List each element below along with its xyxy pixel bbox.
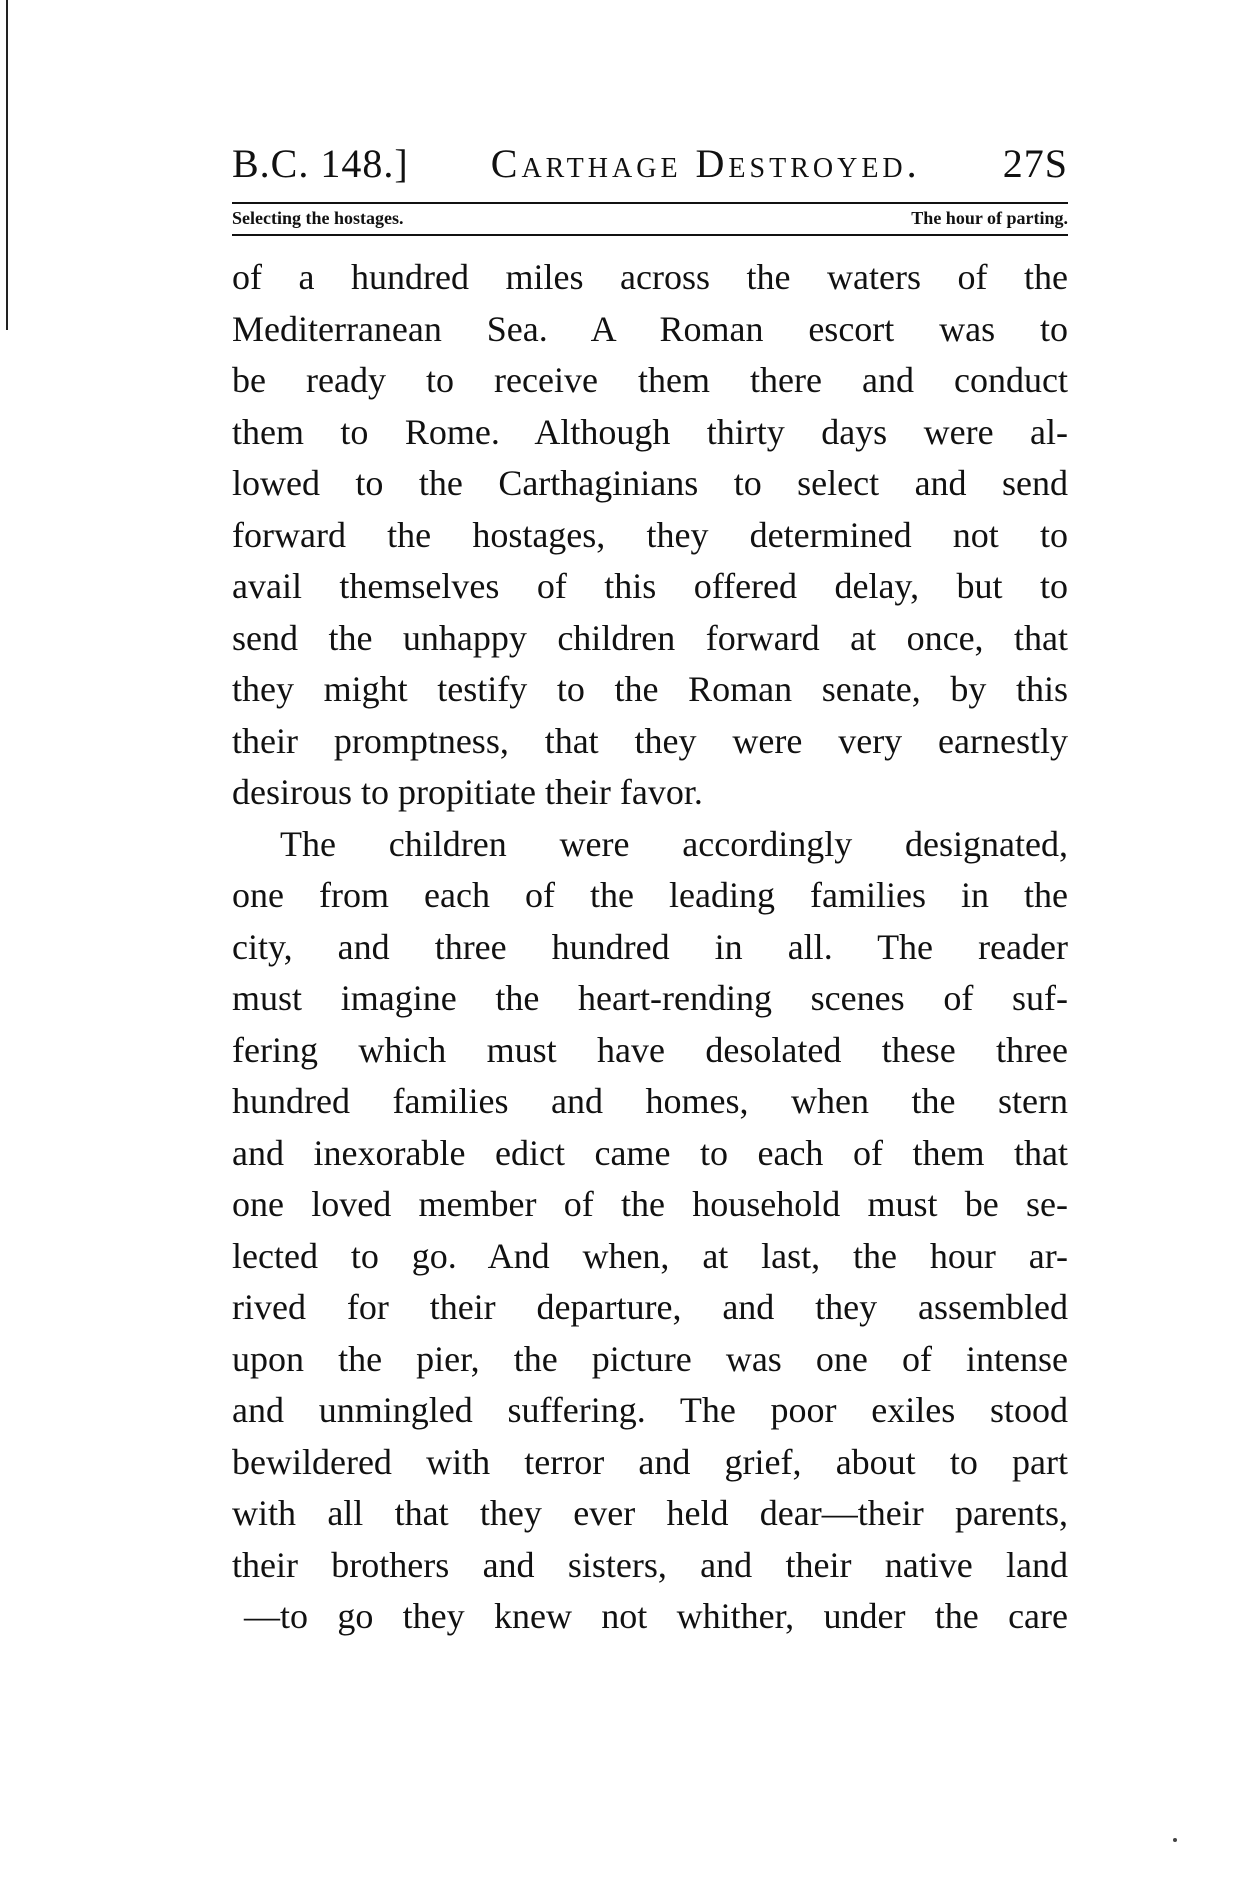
text-line: their promptness, that they were very earnestly — [232, 720, 1068, 761]
scan-edge-line — [6, 0, 8, 330]
text-line: of a hundred miles across the waters of the — [232, 257, 1068, 297]
text-line: upon the pier, the picture was one of intense — [232, 1338, 1068, 1379]
paragraph-2 — [232, 819, 1068, 1643]
page-number: 27S — [1002, 141, 1068, 186]
side-headings — [232, 206, 1068, 230]
running-header — [232, 140, 1068, 188]
side-heading-left: Selecting the hostages. — [232, 208, 404, 228]
text-line: they might testify to the Roman senate, by this — [232, 669, 1068, 709]
text-line: rived for their departure, and they assembled — [232, 1287, 1068, 1327]
text-line: fering which must have desolated these three — [232, 1029, 1068, 1070]
text-line: —to go they knew not whither, under the care — [244, 1596, 1068, 1636]
text-line: be ready to receive them there and conduct — [232, 360, 1068, 400]
text-line: desirous to propitiate their favor. — [232, 772, 703, 812]
text-line: send the unhappy children forward at once, that — [232, 617, 1068, 658]
text-line: Mediterranean Sea. A Roman escort was to — [232, 308, 1068, 349]
header-date: B.C. 148.] — [232, 141, 409, 186]
header-title: Carthage Destroyed. — [490, 141, 921, 186]
text-line: with all that they ever held dear—their parents, — [232, 1493, 1068, 1533]
text-line: and inexorable edict came to each of them that — [232, 1132, 1068, 1173]
scan-speck — [1173, 1838, 1177, 1842]
header-rule-bottom — [232, 234, 1068, 236]
text-line: lowed to the Carthaginians to select and send — [232, 463, 1068, 503]
text-line: The children were accordingly designated, — [280, 823, 1068, 864]
text-line: hundred families and homes, when the stern — [232, 1081, 1068, 1121]
paragraph-1 — [232, 252, 1068, 819]
text-line: lected to go. And when, at last, the hour ar- — [232, 1235, 1068, 1276]
text-line: must imagine the heart-rending scenes of suf- — [232, 978, 1068, 1018]
side-heading-right: The hour of parting. — [911, 208, 1068, 228]
text-line: avail themselves of this offered delay, but to — [232, 566, 1068, 606]
book-page — [232, 140, 1068, 1643]
header-rule-top — [232, 202, 1068, 204]
text-line: forward the hostages, they determined not to — [232, 514, 1068, 555]
text-line: bewildered with terror and grief, about to part — [232, 1441, 1068, 1482]
text-line: one from each of the leading families in the — [232, 875, 1068, 915]
text-line: their brothers and sisters, and their native land — [232, 1544, 1068, 1585]
text-line: them to Rome. Although thirty days were al- — [232, 411, 1068, 452]
text-line: city, and three hundred in all. The reader — [232, 926, 1068, 967]
text-line: and unmingled suffering. The poor exiles stood — [232, 1390, 1068, 1430]
text-line: one loved member of the household must be se- — [232, 1184, 1068, 1224]
body-text — [232, 252, 1068, 1643]
